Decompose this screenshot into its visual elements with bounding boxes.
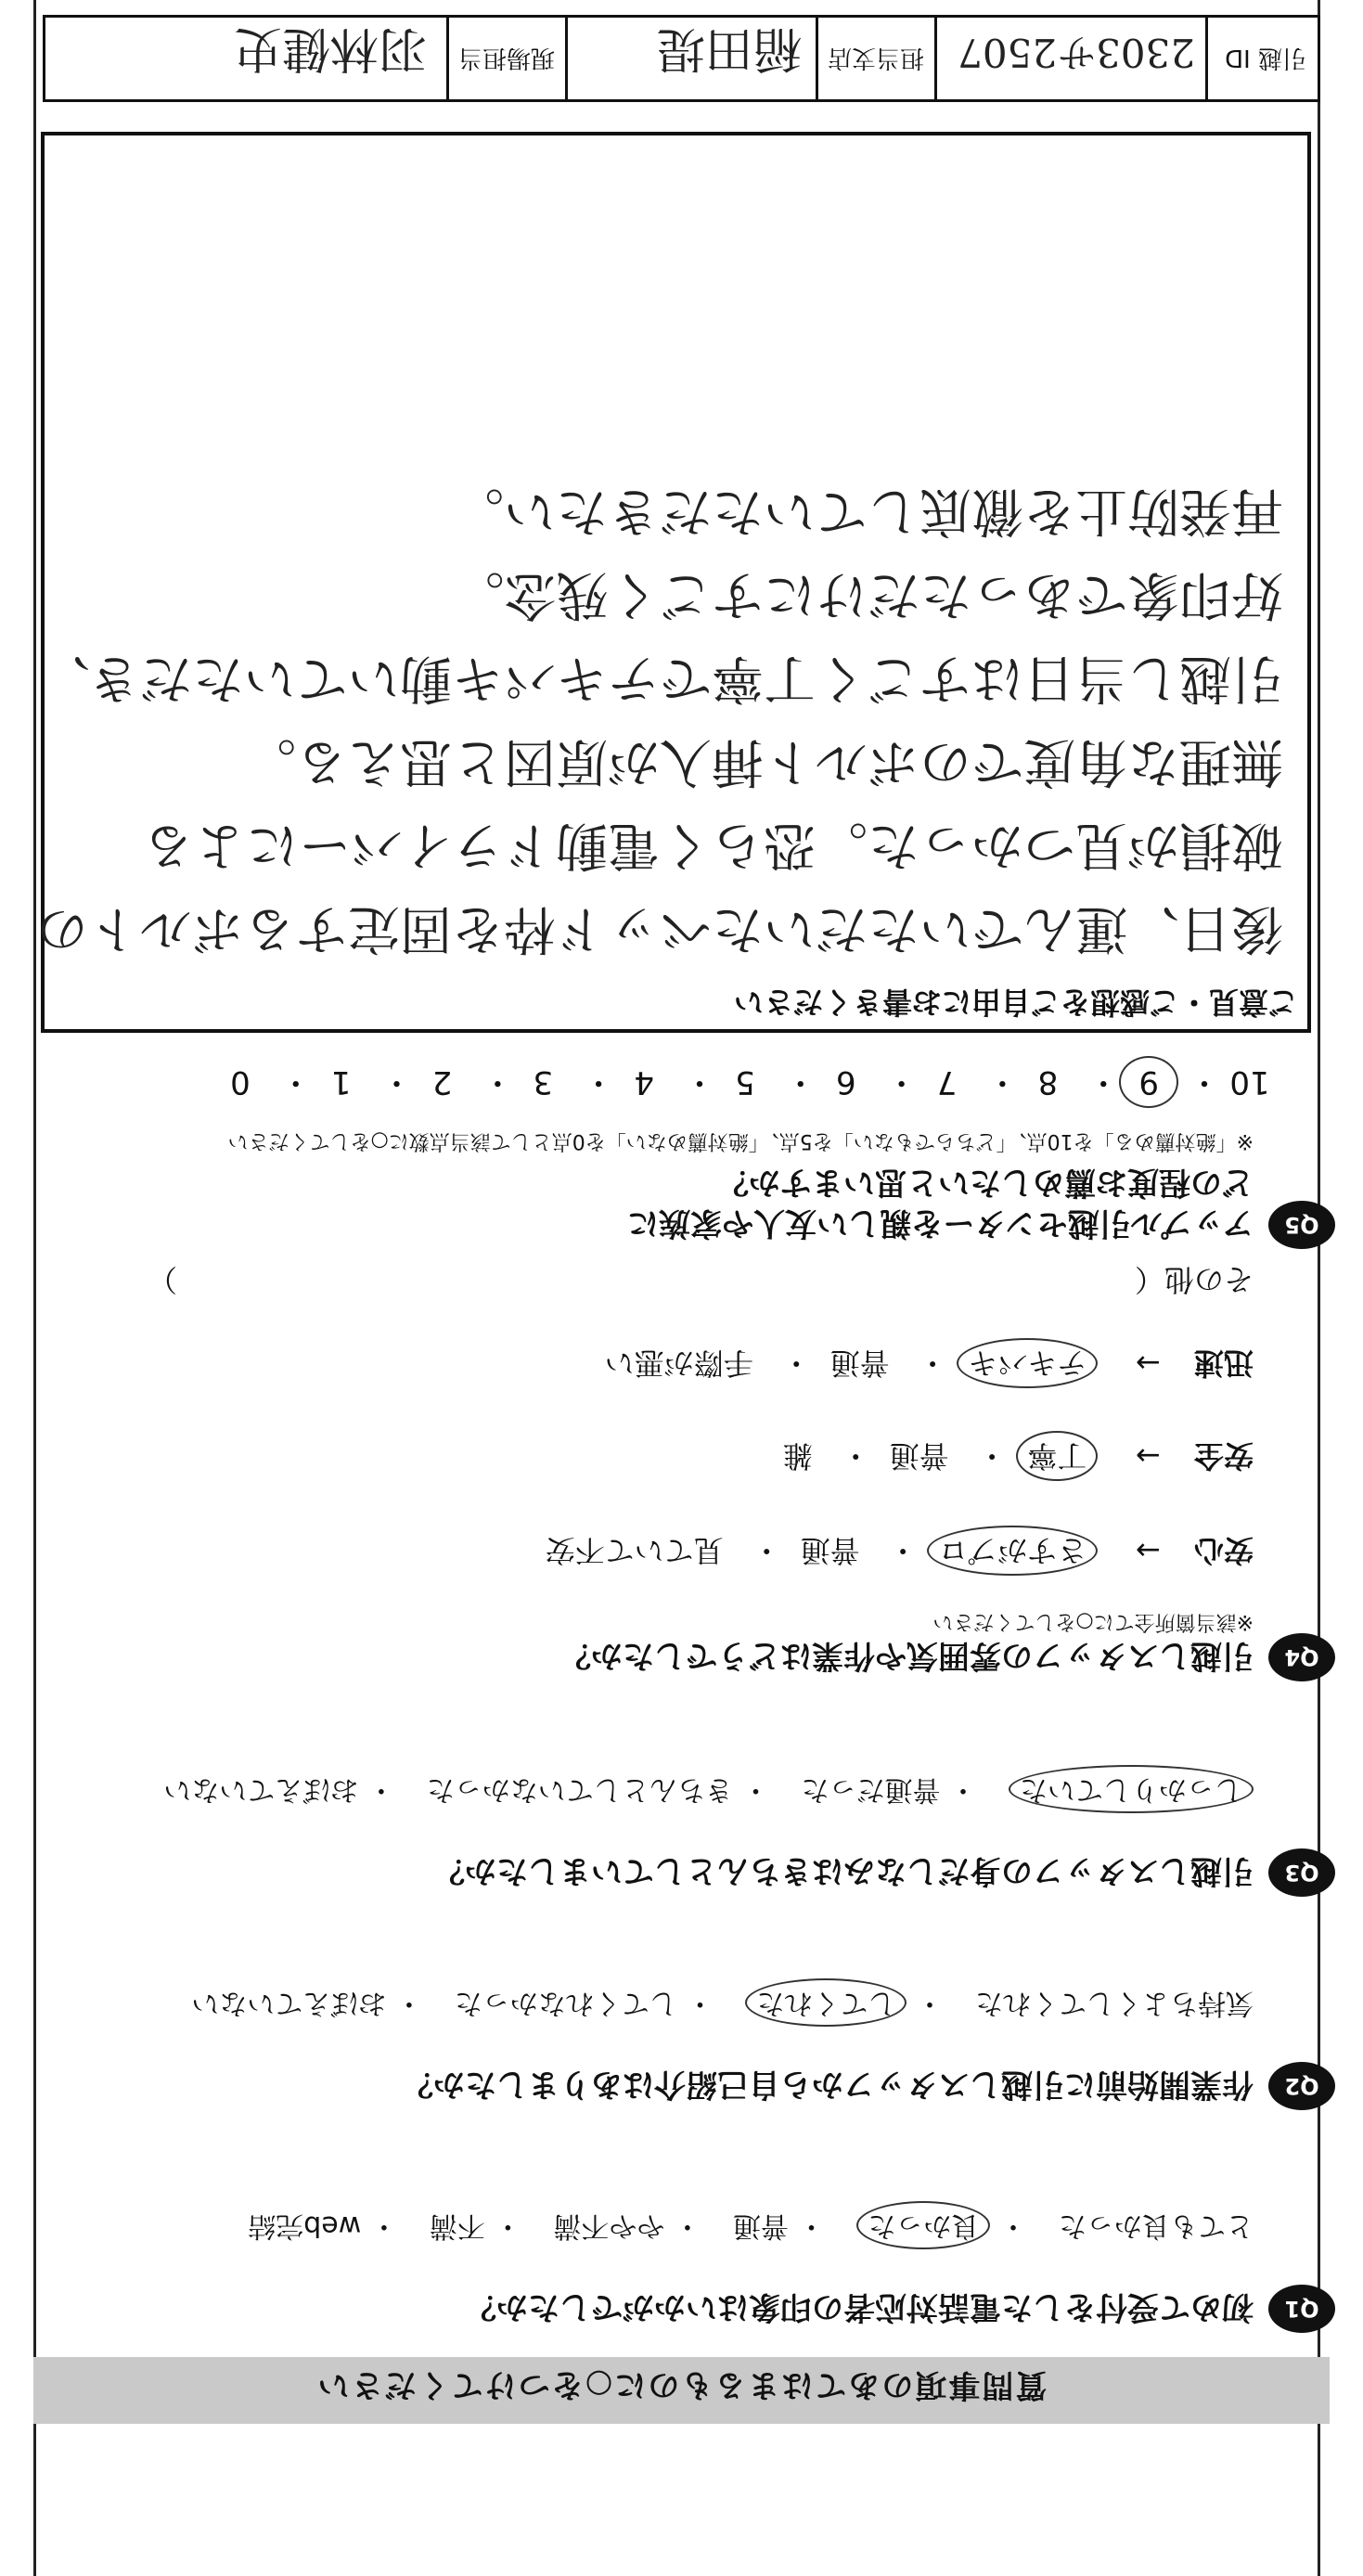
q5-score[interactable]: 1 bbox=[330, 1063, 352, 1101]
q1-title: 初めて受付をした電話対応者の印象はいかがでしたか？ bbox=[465, 2288, 1254, 2325]
q4-row-option-selected[interactable]: さすがプロ bbox=[927, 1526, 1098, 1576]
question-3 bbox=[56, 1765, 1319, 1891]
q1-option[interactable]: 普通 bbox=[732, 2209, 789, 2242]
q5-score[interactable]: 4 bbox=[634, 1063, 654, 1101]
q4-row-label: 迅速 bbox=[1193, 1346, 1254, 1381]
comment-box[interactable] bbox=[36, 132, 1311, 1033]
leader-label: 現場担当 bbox=[457, 44, 555, 71]
q3-option[interactable]: おぼえていない bbox=[163, 1773, 359, 1806]
branch-value: 稲田堤 bbox=[656, 20, 802, 76]
q5-score[interactable]: 10 bbox=[1229, 1063, 1270, 1101]
id-divider bbox=[1205, 18, 1208, 99]
q1-option[interactable]: web完結 bbox=[248, 2209, 362, 2242]
branch-value-divider bbox=[816, 18, 818, 99]
q5-title-line1: アップル引越センターを親しい友人や家族に bbox=[627, 1204, 1254, 1242]
q3-option-selected[interactable]: しっかりしていた bbox=[1009, 1765, 1254, 1813]
q1-option[interactable]: とても良かった bbox=[1059, 2209, 1254, 2242]
q4-row-option[interactable]: 普通 bbox=[889, 1438, 949, 1474]
q4-row-option-selected[interactable]: テキパキ bbox=[957, 1338, 1098, 1388]
q1-option[interactable]: やや不満 bbox=[553, 2209, 665, 2242]
q2-option[interactable]: 気持ちよくしてくれた bbox=[975, 1987, 1254, 2019]
q2-option-selected[interactable]: してくれた bbox=[745, 1978, 907, 2027]
q5-score[interactable]: 5 bbox=[735, 1063, 755, 1101]
q4-badge: Q4 bbox=[1268, 1633, 1335, 1681]
comment-line: 再発防止を徹底していただきたい。 bbox=[452, 481, 1283, 541]
q5-score[interactable]: 8 bbox=[1037, 1063, 1059, 1101]
q1-options: とても良かった・ 良かった・ 普通・ やや不満・ 不満・ web完結 bbox=[56, 2201, 1254, 2249]
q4-title: 引越しスタッフの雰囲気や作業はどうでしたか？ bbox=[559, 1637, 1254, 1674]
question-2 bbox=[56, 1978, 1319, 2105]
q1-badge: Q1 bbox=[1268, 2285, 1335, 2333]
q4-row-anzen: 安全 → 丁寧 ・ 普通 ・ 雑 bbox=[783, 1431, 1254, 1481]
q4-row-label: 安全 bbox=[1193, 1438, 1254, 1474]
question-1 bbox=[56, 2201, 1319, 2327]
q5-score[interactable]: 7 bbox=[936, 1063, 958, 1101]
q4-row-option-selected[interactable]: 丁寧 bbox=[1016, 1431, 1098, 1481]
q4-row-option[interactable]: 手際が悪い bbox=[604, 1346, 753, 1381]
q4-row-jinsoku: 迅速 → テキパキ ・ 普通 ・ 手際が悪い bbox=[605, 1338, 1254, 1388]
comment-line: 後日、運んでいただいたベッド枠を固定するボルトの bbox=[36, 898, 1283, 959]
question-5 bbox=[56, 1127, 1319, 1243]
comment-line: 引越し当日はすごく丁寧でテキパキ動いていただき、 bbox=[38, 648, 1283, 708]
q4-other-label: その他（ bbox=[1134, 1262, 1254, 1297]
instruction-text: 質問事項のあてはまるものに○をつけてください bbox=[315, 2366, 1048, 2403]
q2-option[interactable]: おぼえていない bbox=[191, 1987, 387, 2019]
q5-score[interactable]: 6 bbox=[835, 1063, 856, 1101]
comment-line: 好印象であっただけにすごく残念。 bbox=[452, 564, 1283, 625]
q2-badge: Q2 bbox=[1268, 2062, 1335, 2110]
q4-row-label: 安心 bbox=[1193, 1533, 1254, 1568]
q3-option[interactable]: きちんとしていなかった bbox=[426, 1773, 733, 1806]
q4-row-option[interactable]: 普通 bbox=[829, 1346, 890, 1381]
instruction-banner bbox=[33, 2357, 1330, 2424]
q4-other-field[interactable] bbox=[47, 1260, 1254, 1299]
q5-title-line2: どの程度お薦めしたいと思いますか？ bbox=[717, 1164, 1254, 1201]
q5-badge: Q5 bbox=[1268, 1201, 1335, 1249]
q5-score-scale: 10・ 9・ 8・ 7・ 6・ 5・ 4・ 3・ 2・ 1・ 0 bbox=[211, 1056, 1279, 1108]
q4-row-option[interactable]: 普通 bbox=[800, 1533, 860, 1568]
q2-title: 作業開始前に引越しスタッフから自己紹介はありましたか？ bbox=[402, 2066, 1254, 2103]
q1-option[interactable]: 不満 bbox=[429, 2209, 485, 2242]
arrow-icon: → bbox=[1136, 1533, 1161, 1568]
branch-divider bbox=[934, 18, 937, 99]
q5-score[interactable]: 3 bbox=[533, 1063, 554, 1101]
q3-title: 引越しスタッフの身だしなみはきちんとしていましたか？ bbox=[433, 1852, 1254, 1889]
q4-note: ※該当箇所全てに○をしてください bbox=[932, 1610, 1254, 1633]
comment-line: 無理な角度でのボルト挿入が原因と思える。 bbox=[244, 731, 1283, 792]
question-4 bbox=[56, 1607, 1319, 1676]
q4-row-anshin: 安心 → さすがプロ ・ 普通 ・ 見ていて不安 bbox=[546, 1526, 1254, 1576]
q5-score-selected[interactable]: 9 bbox=[1119, 1056, 1178, 1108]
q2-option[interactable]: してくれなかった bbox=[454, 1987, 677, 2019]
q5-note: ※「絶対薦める」を10点、「どちらでもない」を5点、「絶対薦めない」を0点として該当点数に○をしてください bbox=[227, 1129, 1254, 1153]
q5-score[interactable]: 0 bbox=[230, 1063, 251, 1101]
q4-other-close: ） bbox=[147, 1262, 177, 1297]
leader-value-divider bbox=[446, 18, 449, 99]
arrow-icon: → bbox=[1136, 1346, 1161, 1381]
id-value: 2303サ2507 bbox=[958, 30, 1195, 75]
q2-options: 気持ちよくしてくれた・ してくれた・ してくれなかった・ おぼえていない bbox=[56, 1978, 1254, 2027]
comment-line: 破損が見つかった。恐らく電動ドライバーによる bbox=[142, 815, 1283, 875]
leader-value: 羽林健史 bbox=[233, 20, 427, 76]
branch-label: 担当支店 bbox=[827, 44, 924, 71]
q3-option[interactable]: 普通だった bbox=[801, 1773, 941, 1806]
leader-divider bbox=[565, 18, 568, 99]
comment-title: ご意見・ご感想をご自由にお書きください bbox=[733, 985, 1298, 1020]
id-bar bbox=[43, 15, 1320, 102]
q4-row-option[interactable]: 雑 bbox=[782, 1438, 813, 1474]
q3-badge: Q3 bbox=[1268, 1848, 1335, 1897]
q3-options: しっかりしていた・ 普通だった・ きちんとしていなかった・ おぼえていない bbox=[56, 1765, 1254, 1813]
q4-row-option[interactable]: 見ていて不安 bbox=[545, 1533, 724, 1568]
id-label: 引越 ID bbox=[1225, 44, 1306, 71]
arrow-icon: → bbox=[1136, 1438, 1161, 1474]
q5-score[interactable]: 2 bbox=[431, 1063, 453, 1101]
q1-option-selected[interactable]: 良かった bbox=[856, 2201, 990, 2249]
